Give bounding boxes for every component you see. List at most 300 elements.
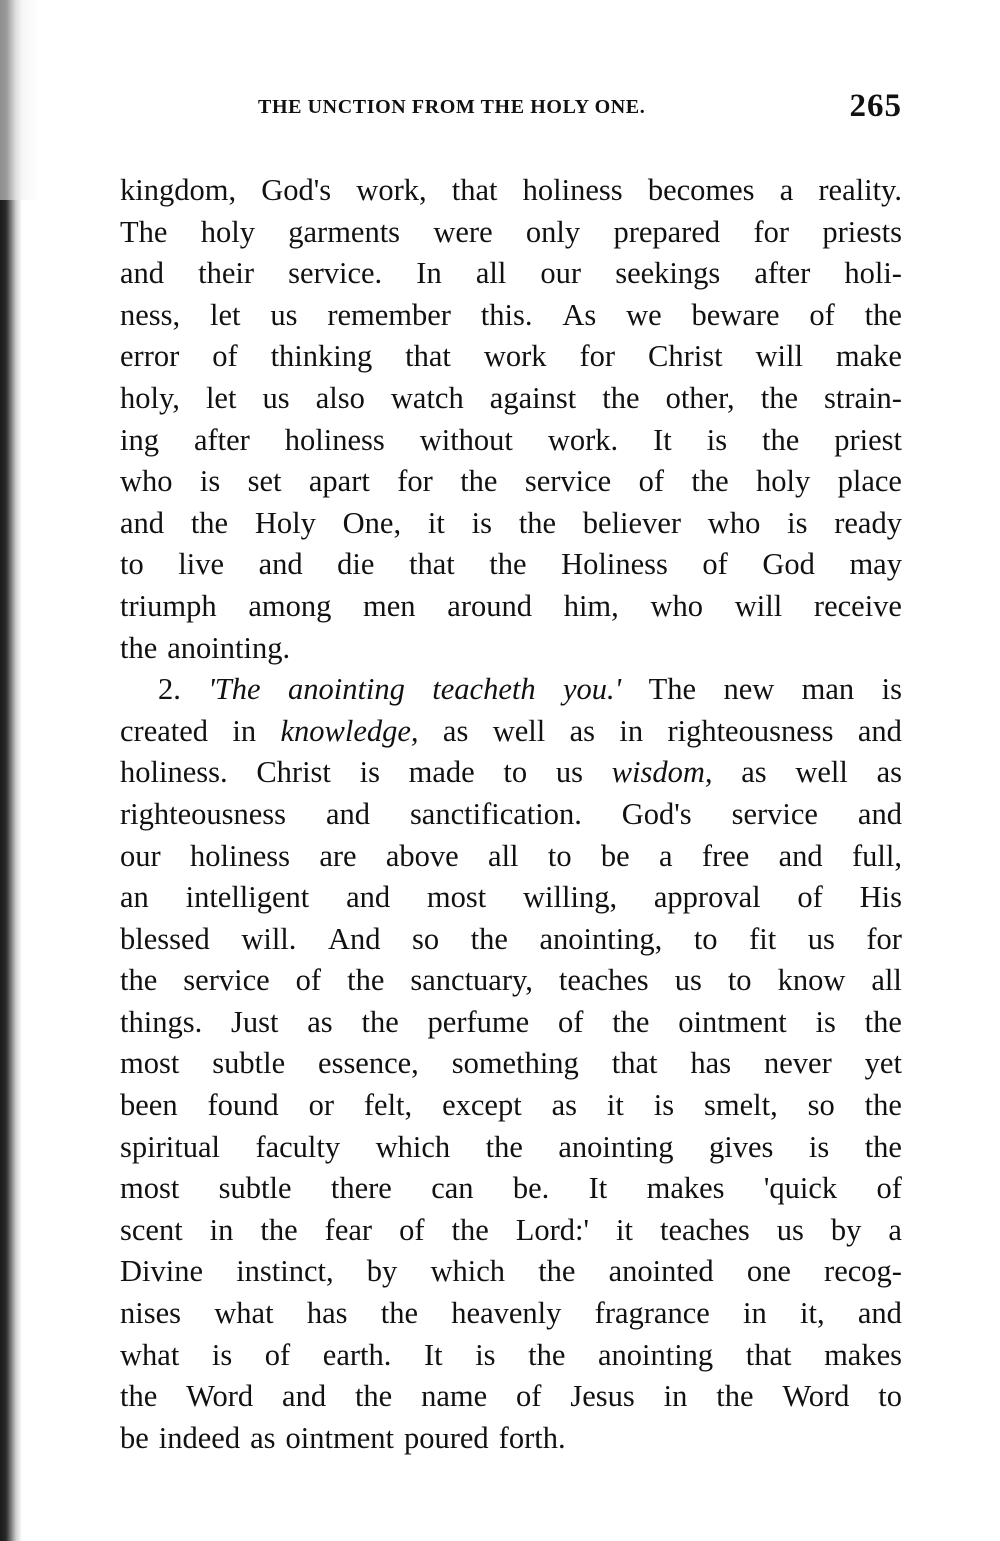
word: the xyxy=(716,1379,754,1414)
word: can xyxy=(431,1171,474,1206)
word: teaches xyxy=(659,1212,750,1247)
text-line xyxy=(120,752,902,794)
word: the xyxy=(762,422,800,457)
word: something xyxy=(451,1046,579,1081)
word: will xyxy=(755,339,803,374)
word: things. xyxy=(120,1004,203,1039)
word: ness, xyxy=(120,297,181,332)
word: recog- xyxy=(824,1254,902,1289)
word: by xyxy=(366,1254,398,1289)
word: and xyxy=(778,838,823,873)
word: the xyxy=(864,1004,902,1039)
word: that xyxy=(745,1337,792,1372)
word: is xyxy=(706,422,728,457)
word: new xyxy=(723,672,775,707)
word: In xyxy=(416,256,442,291)
word: us xyxy=(270,297,298,332)
word: as xyxy=(551,1088,577,1123)
word: of xyxy=(638,464,664,499)
word: after xyxy=(754,256,811,291)
word: us xyxy=(262,380,290,415)
word: it, xyxy=(800,1296,825,1331)
word: in xyxy=(232,713,257,748)
word: anointing. xyxy=(167,630,291,665)
word: His xyxy=(859,880,902,915)
word: all xyxy=(871,963,902,998)
word: well xyxy=(492,713,546,748)
word: the xyxy=(528,1337,566,1372)
word: so xyxy=(412,921,440,956)
word: the xyxy=(451,1212,489,1247)
word: The xyxy=(120,214,168,249)
text-line xyxy=(120,628,902,670)
word: Christ xyxy=(648,339,723,374)
word: let xyxy=(210,297,241,332)
word: yet xyxy=(864,1046,902,1081)
word: the xyxy=(354,1379,393,1414)
word: One, xyxy=(342,505,402,540)
word: has xyxy=(306,1296,348,1331)
word: it xyxy=(606,1088,624,1123)
text-line xyxy=(120,1127,902,1169)
word: the xyxy=(347,963,385,998)
word: holiness xyxy=(190,838,290,873)
word: remember xyxy=(327,297,451,332)
word: seekings xyxy=(615,256,721,291)
page-number: 265 xyxy=(849,88,902,124)
word: faculty xyxy=(255,1129,341,1164)
word: Holiness xyxy=(561,547,668,582)
word: their xyxy=(198,256,255,291)
text-line xyxy=(120,836,902,878)
word: service xyxy=(524,464,612,499)
word: is xyxy=(653,1088,675,1123)
word: one xyxy=(746,1254,791,1289)
word: after xyxy=(193,422,250,457)
word: be xyxy=(600,838,630,873)
word: approval xyxy=(653,880,761,915)
word: live xyxy=(178,547,225,582)
word: that xyxy=(451,173,498,207)
word: makes xyxy=(646,1171,725,1206)
word: in xyxy=(209,1212,234,1247)
word: a xyxy=(779,173,794,207)
word: made xyxy=(408,755,475,790)
word: the xyxy=(489,547,527,582)
word: of xyxy=(797,880,823,915)
word: the xyxy=(120,630,158,665)
word: holy xyxy=(756,464,811,499)
word: Jesus xyxy=(570,1379,635,1414)
word: It xyxy=(653,422,672,457)
word: created xyxy=(120,713,209,748)
word: the xyxy=(760,380,798,415)
word: And xyxy=(327,921,381,956)
word: reality. xyxy=(818,173,902,207)
word: as xyxy=(741,755,767,790)
word: it xyxy=(427,505,445,540)
word: ready xyxy=(834,505,902,540)
word: triumph xyxy=(120,588,217,623)
word: gives xyxy=(709,1129,774,1164)
word: ing xyxy=(120,422,159,457)
word: him, xyxy=(563,588,619,623)
word: knowledge, xyxy=(280,713,419,748)
word: most xyxy=(120,1171,180,1206)
word: so xyxy=(807,1088,835,1123)
word: holiness. xyxy=(120,755,228,790)
word: the xyxy=(460,464,498,499)
text-line xyxy=(120,1002,902,1044)
word: prepared xyxy=(613,214,721,249)
word: error xyxy=(120,339,180,374)
word: teaches xyxy=(558,963,649,998)
word: kingdom, xyxy=(120,173,237,207)
word: what xyxy=(214,1296,274,1331)
word: that xyxy=(408,547,455,582)
word: there xyxy=(330,1171,392,1206)
scan-edge-noise xyxy=(0,0,40,200)
word: know xyxy=(777,963,846,998)
word: and xyxy=(857,796,902,831)
text-line xyxy=(120,544,902,586)
word: fragrance xyxy=(594,1296,710,1331)
text-line xyxy=(120,503,902,545)
word: essence, xyxy=(318,1046,419,1081)
word: service xyxy=(731,796,818,831)
word: perfume xyxy=(427,1004,530,1039)
word: our xyxy=(120,838,161,873)
word: it xyxy=(616,1212,633,1247)
word: without xyxy=(419,422,513,457)
word: nises xyxy=(120,1296,181,1331)
word: free xyxy=(701,838,750,873)
word: anointed xyxy=(608,1254,714,1289)
word: and xyxy=(325,796,371,831)
word: apart xyxy=(308,464,370,499)
word: man xyxy=(801,672,855,707)
word: Holy xyxy=(254,505,316,540)
word: what xyxy=(120,1337,180,1372)
word: intelligent xyxy=(185,880,310,915)
word: 2. xyxy=(158,672,181,707)
word: work. xyxy=(547,422,619,457)
text-line xyxy=(120,212,902,254)
text-line xyxy=(120,794,902,836)
word: is xyxy=(815,1004,836,1039)
word: make xyxy=(835,339,902,374)
word: let xyxy=(205,380,237,415)
word: around xyxy=(447,588,532,623)
word: you.' xyxy=(563,672,622,707)
word: spiritual xyxy=(120,1129,220,1164)
word: or xyxy=(308,1088,334,1123)
word: place xyxy=(837,464,902,499)
word: the xyxy=(190,505,229,540)
word: of xyxy=(557,1004,584,1039)
word: smelt, xyxy=(704,1088,778,1123)
word: who xyxy=(707,505,761,540)
word: well xyxy=(795,755,848,790)
word: righteousness xyxy=(667,713,834,748)
word: Christ xyxy=(256,755,331,790)
word: in xyxy=(619,713,644,748)
text-line xyxy=(120,1251,902,1293)
word: that xyxy=(611,1046,658,1081)
word: poured xyxy=(403,1420,489,1455)
word: as xyxy=(876,755,902,790)
word: were xyxy=(433,214,493,249)
word: felt, xyxy=(363,1088,413,1123)
word: God's xyxy=(261,173,332,207)
word: believer xyxy=(582,505,682,540)
word: sanctuary, xyxy=(410,963,533,998)
word: fit xyxy=(749,921,777,956)
scan-gutter-shadow xyxy=(0,0,22,1541)
word: full, xyxy=(852,838,902,873)
word: our xyxy=(540,256,582,291)
text-line xyxy=(120,1335,902,1377)
word: men xyxy=(363,588,416,623)
word: been xyxy=(120,1088,178,1123)
word: as xyxy=(307,1004,333,1039)
word: priests xyxy=(822,214,902,249)
word: watch xyxy=(390,380,464,415)
word: anointing xyxy=(597,1337,714,1372)
word: and xyxy=(120,505,165,540)
word: holiness xyxy=(284,422,385,457)
word: the xyxy=(120,963,158,998)
word: of xyxy=(212,339,238,374)
word: Word xyxy=(186,1379,254,1414)
word: most xyxy=(120,1046,180,1081)
word: only xyxy=(525,214,581,249)
word: of xyxy=(702,547,728,582)
word: us xyxy=(807,921,835,956)
word: never xyxy=(764,1046,832,1081)
body-text xyxy=(120,170,902,1459)
word: The xyxy=(648,672,697,707)
word: As xyxy=(562,297,597,332)
word: strain- xyxy=(824,380,902,415)
text-line xyxy=(120,919,902,961)
text-line xyxy=(120,1085,902,1127)
word: is xyxy=(787,505,808,540)
word: makes xyxy=(824,1337,902,1372)
word: receive xyxy=(813,588,902,623)
word: beware xyxy=(691,297,780,332)
text-line xyxy=(120,586,902,628)
text-line xyxy=(120,1418,902,1460)
word: work xyxy=(483,339,547,374)
word: of xyxy=(876,1171,902,1206)
word: to xyxy=(503,755,528,790)
word: us xyxy=(674,963,702,998)
word: an xyxy=(120,880,149,915)
word: that xyxy=(405,339,451,374)
word: are xyxy=(319,838,357,873)
text-line xyxy=(120,960,902,1002)
word: for xyxy=(753,214,790,249)
word: anointing xyxy=(558,1129,674,1164)
word: forth. xyxy=(498,1420,566,1455)
text-line xyxy=(120,461,902,503)
text-line xyxy=(120,378,902,420)
word: 'The xyxy=(208,672,261,707)
word: is xyxy=(199,464,221,499)
word: the xyxy=(864,1129,902,1164)
word: by xyxy=(830,1212,862,1247)
word: Just xyxy=(231,1004,279,1039)
word: and xyxy=(857,1296,902,1331)
word: the xyxy=(260,1212,298,1247)
text-line xyxy=(120,1293,902,1335)
word: this. xyxy=(480,297,533,332)
word: is xyxy=(808,1129,830,1164)
word: is xyxy=(881,672,902,707)
word: to xyxy=(878,1379,902,1414)
word: earth. xyxy=(322,1337,392,1372)
text-line xyxy=(120,1168,902,1210)
text-line xyxy=(120,1043,902,1085)
word: the xyxy=(602,380,640,415)
word: wisdom, xyxy=(611,755,713,790)
word: Lord:' xyxy=(515,1212,590,1247)
word: the xyxy=(361,1004,399,1039)
word: to xyxy=(727,963,752,998)
word: and xyxy=(258,547,303,582)
text-line xyxy=(120,669,902,711)
word: which xyxy=(430,1254,506,1289)
word: in xyxy=(663,1379,688,1414)
word: other, xyxy=(665,380,735,415)
word: to xyxy=(120,547,144,582)
word: 'quick xyxy=(763,1171,838,1206)
word: holi- xyxy=(844,256,902,291)
word: the xyxy=(691,464,729,499)
word: It xyxy=(588,1171,608,1206)
word: instinct, xyxy=(236,1254,334,1289)
word: It xyxy=(423,1337,443,1372)
word: the xyxy=(538,1254,576,1289)
word: name xyxy=(421,1379,488,1414)
word: will xyxy=(734,588,783,623)
word: which xyxy=(375,1129,451,1164)
word: above xyxy=(385,838,459,873)
word: ointment xyxy=(678,1004,787,1039)
word: except xyxy=(442,1088,522,1123)
word: die xyxy=(337,547,375,582)
word: to xyxy=(693,921,718,956)
word: holy, xyxy=(120,380,180,415)
word: found xyxy=(207,1088,279,1123)
text-line xyxy=(120,253,902,295)
word: for xyxy=(579,339,616,374)
word: all xyxy=(475,256,507,291)
word: us xyxy=(776,1212,804,1247)
text-line xyxy=(120,711,902,753)
word: is xyxy=(359,755,380,790)
word: is xyxy=(471,505,492,540)
word: willing, xyxy=(523,880,618,915)
word: of xyxy=(399,1212,425,1247)
word: has xyxy=(690,1046,732,1081)
text-line xyxy=(120,420,902,462)
word: will. xyxy=(241,921,297,956)
word: ointment xyxy=(285,1420,394,1455)
word: Divine xyxy=(120,1254,204,1289)
word: also xyxy=(315,380,365,415)
word: in xyxy=(743,1296,767,1331)
word: most xyxy=(426,880,487,915)
word: becomes xyxy=(647,173,755,207)
word: blessed xyxy=(120,921,210,956)
word: is xyxy=(211,1337,233,1372)
word: God xyxy=(762,547,815,582)
word: the xyxy=(612,1004,650,1039)
word: for xyxy=(397,464,433,499)
word: subtle xyxy=(212,1046,286,1081)
word: scent xyxy=(120,1212,183,1247)
word: of xyxy=(516,1379,542,1414)
word: righteousness xyxy=(120,796,287,831)
word: to xyxy=(547,838,572,873)
word: of xyxy=(264,1337,291,1372)
word: as xyxy=(569,713,595,748)
word: as xyxy=(250,1420,276,1455)
word: among xyxy=(248,588,332,623)
word: fear xyxy=(324,1212,373,1247)
word: for xyxy=(866,921,902,956)
text-line xyxy=(120,877,902,919)
word: the xyxy=(120,1379,158,1414)
text-line xyxy=(120,295,902,337)
word: teacheth xyxy=(432,672,536,707)
word: Word xyxy=(782,1379,850,1414)
text-line xyxy=(120,336,902,378)
word: be. xyxy=(512,1171,550,1206)
word: anointing xyxy=(287,672,405,707)
word: a xyxy=(888,1212,902,1247)
word: and xyxy=(120,256,165,291)
word: against xyxy=(489,380,577,415)
word: anointing, xyxy=(539,921,663,956)
word: service. xyxy=(288,256,383,291)
word: and xyxy=(857,713,902,748)
word: sanctification. xyxy=(409,796,582,831)
word: the xyxy=(518,505,557,540)
word: is xyxy=(475,1337,496,1372)
word: as xyxy=(442,713,469,748)
word: heavenly xyxy=(451,1296,562,1331)
word: thinking xyxy=(270,339,373,374)
word: holiness xyxy=(522,173,623,207)
word: us xyxy=(555,755,583,790)
word: priest xyxy=(834,422,902,457)
word: we xyxy=(626,297,662,332)
text-line xyxy=(120,1376,902,1418)
word: and xyxy=(346,880,391,915)
word: the xyxy=(864,297,902,332)
word: work, xyxy=(356,173,427,207)
running-title: THE UNCTION FROM THE HOLY ONE. xyxy=(258,96,646,118)
word: garments xyxy=(288,214,401,249)
word: service xyxy=(183,963,270,998)
word: indeed xyxy=(158,1420,241,1455)
word: the xyxy=(864,1088,902,1123)
word: holy xyxy=(200,214,255,249)
word: may xyxy=(849,547,902,582)
